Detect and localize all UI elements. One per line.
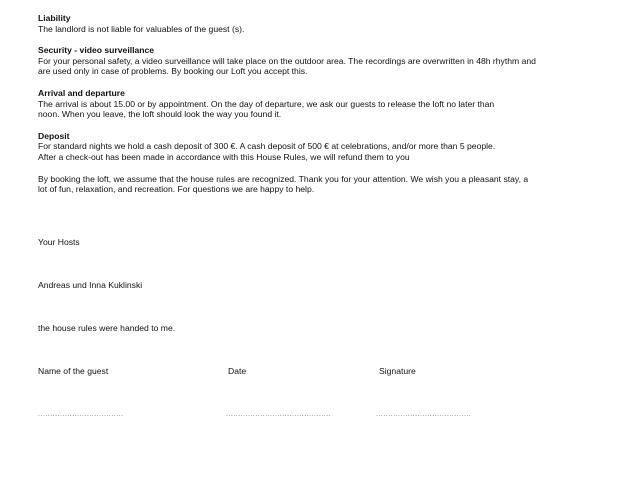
handed-note: the house rules were handed to me. [38,323,176,333]
section-heading: Security - video surveillance [38,45,155,56]
signature-lines [38,410,618,420]
date-label: Date [228,366,247,376]
text-line: noon. When you leave, the loft should look the way you found it. [38,109,282,120]
section-text [38,141,613,162]
text-line: lot of fun, relaxation, and recreation. For questions we are happy to help. [38,184,315,195]
text-line: are used only in case of problems. By booking our Loft you accept this. [38,66,308,77]
arrival-departure-section [38,88,613,120]
closing-paragraph [38,174,613,195]
host-names: Andreas und Inna Kuklinski [38,280,143,290]
section-text [38,56,613,77]
section-text [38,24,613,35]
text-line: The landlord is not liable for valuables of the guest (s). [38,23,245,34]
text-line: The arrival is about 15.00 or by appointment. On the day of departure, we ask our guests to release the loft no later than [38,98,495,109]
security-section [38,45,613,77]
liability-section [38,13,613,34]
section-heading: Liability [38,13,71,23]
guest-name-label: Name of the guest [38,366,109,376]
signature-line[interactable]: ....................................... [376,411,472,418]
deposit-section [38,131,613,163]
hosts-label: Your Hosts [38,237,80,247]
section-text [38,99,613,120]
section-heading: Arrival and departure [38,87,125,98]
signature-labels [38,366,618,378]
text-line: After a check-out has been made in accordance with this House Rules, we will refund them to you [38,151,410,162]
text-line: For standard nights we hold a cash deposit of 300 €. A cash deposit of 500 € at celebrations, and/or more than 5 people. [38,141,496,152]
text-line: By booking the loft, we assume that the house rules are recognized. Thank you for your attention. We wish you a pleasant stay, a [38,173,529,184]
text-line: For your personal safety, a video surveillance will take place on the outdoor area. The recordings are overwritten in 48h rhythm and [38,55,536,66]
section-heading: Deposit [38,130,70,141]
house-rules-document [38,13,613,195]
signature-label: Signature [379,366,416,376]
date-line[interactable]: ........................................... [226,411,332,418]
guest-name-line[interactable]: ................................... [38,411,124,418]
